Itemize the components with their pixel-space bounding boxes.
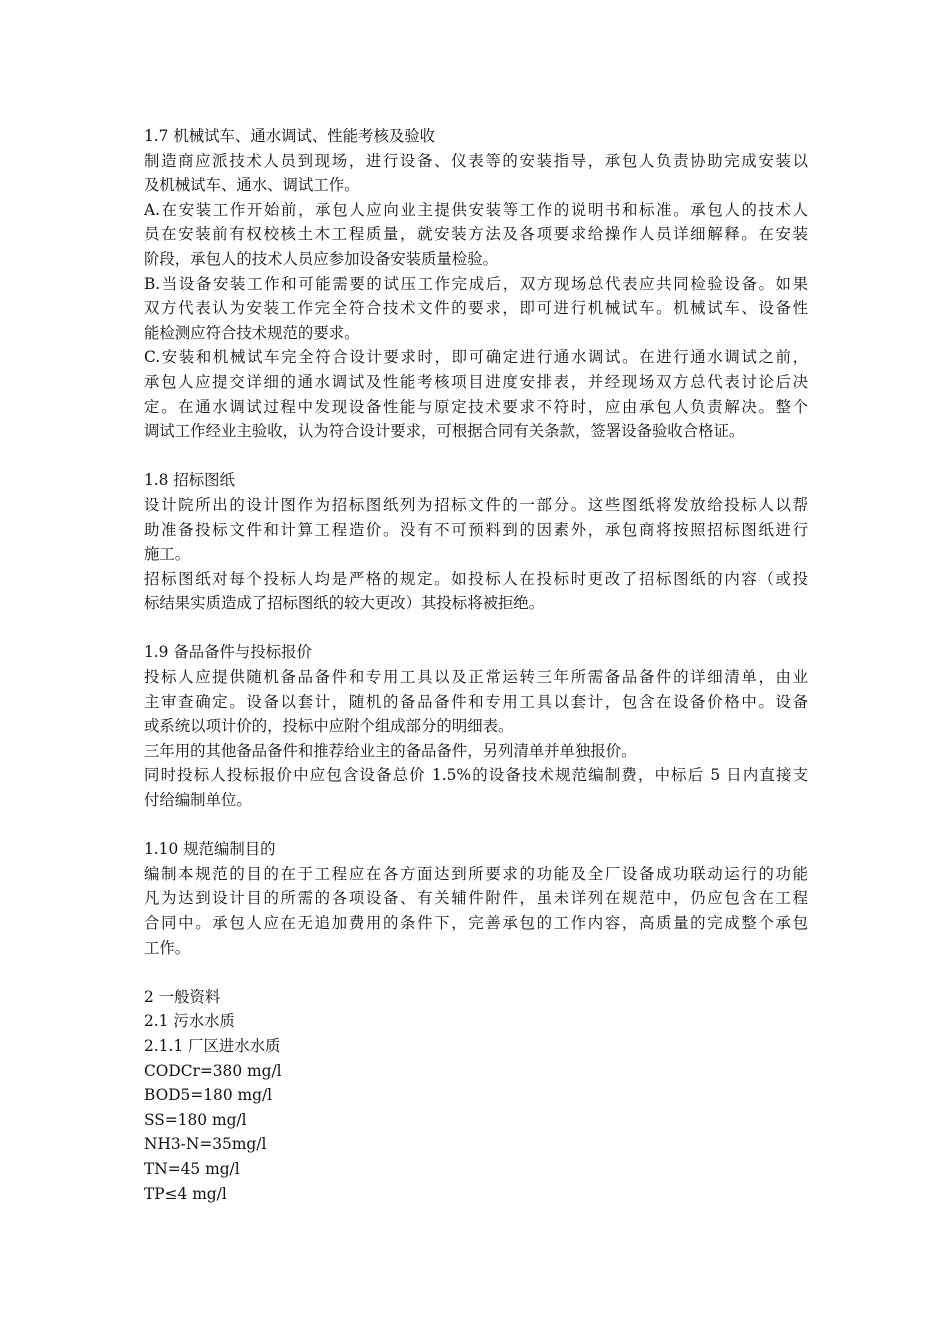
text-line: 调试工作经业主验收，认为符合设计要求，可根据合同有关条款，签署设备验收合格证。 xyxy=(144,422,745,441)
text-line: 工作。 xyxy=(144,938,191,957)
text-line: 能检测应符合技术规范的要求。 xyxy=(144,323,360,342)
text-line: C.安装和机械试车完全符合设计要求时，即可确定进行通水调试。在进行通水调试之前， xyxy=(144,348,808,367)
text-line: 阶段，承包人的技术人员应参加设备安装质量检验。 xyxy=(144,249,498,268)
section-body xyxy=(144,493,808,616)
section-heading: 1.8 招标图纸 xyxy=(144,471,235,490)
text-line: B.当设备安装工作和可能需要的试压工作完成后，双方现场总代表应共同检验设备。如果 xyxy=(144,274,808,293)
text-line: 制造商应派技术人员到现场，进行设备、仪表等的安装指导，承包人负责协助完成安装以 xyxy=(144,151,808,170)
section-1-7 xyxy=(144,124,808,444)
section-heading: 2 一般资料 xyxy=(144,987,221,1006)
section-2 xyxy=(144,985,808,1206)
text-line: 编制本规范的目的在于工程应在各方面达到所要求的功能及全厂设备成功联动运行的功能 xyxy=(144,864,808,883)
section-body xyxy=(144,862,808,960)
water-quality-tp: TP≤4 mg/l xyxy=(144,1184,227,1203)
section-heading: 1.7 机械试车、通水调试、性能考核及验收 xyxy=(144,127,436,145)
water-quality-codcr: CODCr=380 mg/l xyxy=(144,1061,282,1080)
section-1-8 xyxy=(144,468,808,616)
text-line: 员在安装前有权校核土木工程质量，就安装方法及各项要求给操作人员详细解释。在安装 xyxy=(144,225,808,244)
text-line: 凡为达到设计目的所需的各项设备、有关辅件附件，虽未详列在规范中，仍应包含在工程 xyxy=(144,889,808,908)
text-line: 设计院所出的设计图作为招标图纸列为招标文件的一部分。这些图纸将发放给投标人以帮 xyxy=(144,495,808,514)
text-line: 付给编制单位。 xyxy=(144,791,252,810)
text-line: A.在安装工作开始前，承包人应向业主提供安装等工作的说明书和标准。承包人的技术人 xyxy=(144,200,808,219)
section-heading: 1.10 规范编制目的 xyxy=(144,840,276,859)
text-line: 双方代表认为安装工作完全符合技术文件的要求，即可进行机械试车。机械试车、设备性 xyxy=(144,299,808,318)
text-line: 及机械试车、通水、调试工作。 xyxy=(144,176,360,195)
text-line: 或系统以项计价的，投标中应附个组成部分的明细表。 xyxy=(144,717,514,736)
text-line: 三年用的其他备品备件和推荐给业主的备品备件，另列清单并单独报价。 xyxy=(144,741,637,760)
paragraph-gap xyxy=(144,616,808,641)
subsection-heading: 2.1.1 厂区进水水质 xyxy=(144,1036,281,1055)
section-body xyxy=(144,149,808,444)
section-1-9 xyxy=(144,640,808,812)
text-line: 招标图纸对每个投标人均是严格的规定。如投标人在投标时更改了招标图纸的内容（或投 xyxy=(144,569,808,588)
paragraph-gap xyxy=(144,813,808,838)
section-1-10 xyxy=(144,837,808,960)
document-page xyxy=(144,124,808,1206)
text-line: 承包人应提交详细的通水调试及性能考核项目进度安排表，并经现场双方总代表讨论后决 xyxy=(144,372,808,391)
text-line: 合同中。承包人应在无追加费用的条件下，完善承包的工作内容，高质量的完成整个承包 xyxy=(144,914,808,932)
section-body xyxy=(144,665,808,813)
water-quality-ss: SS=180 mg/l xyxy=(144,1110,247,1129)
text-line: 施工。 xyxy=(144,545,191,564)
subsection-heading: 2.1 污水水质 xyxy=(144,1012,235,1031)
text-line: 同时投标人投标报价中应包含设备总价 1.5%的设备技术规范编制费，中标后 5 日内直接支 xyxy=(144,766,808,785)
water-quality-tn: TN=45 mg/l xyxy=(144,1159,240,1178)
water-quality-nh3n: NH3-N=35mg/l xyxy=(144,1135,267,1154)
section-heading: 1.9 备品备件与投标报价 xyxy=(144,643,312,662)
paragraph-gap xyxy=(144,444,808,469)
text-line: 助准备投标文件和计算工程造价。没有不可预料到的因素外，承包商将按照招标图纸进行 xyxy=(144,520,808,539)
water-quality-bod5: BOD5=180 mg/l xyxy=(144,1086,273,1105)
text-line: 主审查确定。设备以套计，随机的备品备件和专用工具以套计，包含在设备价格中。设备 xyxy=(144,692,808,711)
section-body xyxy=(144,1009,808,1206)
text-line: 投标人应提供随机备品备件和专用工具以及正常运转三年所需备品备件的详细清单，由业 xyxy=(144,668,808,687)
paragraph-gap xyxy=(144,960,808,985)
text-line: 标结果实质造成了招标图纸的较大更改）其投标将被拒绝。 xyxy=(144,594,545,613)
text-line: 定。在通水调试过程中发现设备性能与原定技术要求不符时，应由承包人负责解决。整个 xyxy=(144,397,808,416)
